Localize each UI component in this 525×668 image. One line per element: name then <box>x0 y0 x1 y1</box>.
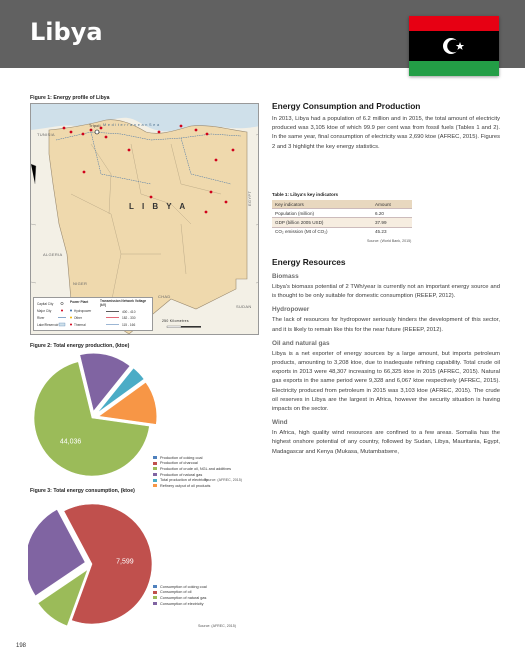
legend-swatch <box>153 456 157 459</box>
consumption-pie-chart <box>28 498 158 628</box>
table-cell: 45.23 <box>372 227 412 236</box>
legend-major-city: Major City <box>37 309 52 313</box>
legend-kv2: 182 - 330 <box>122 316 136 320</box>
energy-consumption-paragraph: In 2013, Libya had a population of 6.2 million and in 2015, the total amount of electricity produced was 3,105 ktoe of which 99.9 per cent was from fossil fuels (Tables 1 and 2). In the same year, final consumption of electricity was 2,690 ktoe (AFREC, 2015). Figures 2 and 3 highlight the key energy statistics. <box>272 116 500 150</box>
legend-lake: Lake/Reservoir <box>37 323 59 327</box>
map-legend <box>33 297 153 331</box>
figure2-source: Source: (AFREC, 2015) <box>204 478 242 482</box>
oil-gas-heading: Oil and natural gas <box>272 339 330 347</box>
flag-green-stripe <box>409 61 499 76</box>
legend-label: Production of coking coal <box>160 455 203 460</box>
flag-black-stripe <box>409 31 499 61</box>
energy-resources-section <box>272 257 500 457</box>
energy-profile-map <box>30 103 259 335</box>
table-header-cell: Amount <box>372 200 412 209</box>
legend-label: Total production of electricity <box>160 478 208 483</box>
table-header-row <box>272 200 412 209</box>
energy-consumption-section <box>272 101 500 152</box>
legend-swatch <box>153 462 157 465</box>
map-label-chad: CHAD <box>158 294 171 299</box>
legend-symbols <box>34 298 154 332</box>
legend-label: Consumption of oil <box>160 590 192 595</box>
legend-swatch <box>153 591 157 594</box>
legend-swatch <box>153 467 157 470</box>
legend-label: Production of crude oil, NGL and additives <box>160 466 231 471</box>
table1-source: Source: (World Bank, 2015) <box>367 239 412 243</box>
map-scale: 250 Kilometres <box>162 319 189 323</box>
legend-capital: Capital City <box>37 302 54 306</box>
legend-item <box>153 595 207 601</box>
hydropower-heading: Hydropower <box>272 306 310 314</box>
flag-red-stripe <box>409 16 499 31</box>
crescent-and-star-icon <box>409 31 499 61</box>
table-cell: Population (million) <box>272 209 372 218</box>
legend-hydropower: Hydropower <box>74 309 92 313</box>
oil-gas-paragraph: Libya is a net exporter of energy sources by a large amount, but imports petroleum products, amounting to 3,208 ktoe, due to inadequate refining capability. Total crude oil exports in 2013 were 48,307 increasing to 66,325 ktoe in 2015 (AFREC, 2015). Natural gas exports in the same period were 9,328 and 6,067 ktoe respectively (AFREC, 2015). Electricity produced from petroleum in 2015 was 3,103 ktoe (AFREC, 2015). The crude oil reserves in Libya are the largest in Africa, however the security situation is having impacts on the sector. <box>272 350 500 413</box>
figure2-caption: Figure 2: Total energy production, (ktoe) <box>30 343 130 349</box>
map-label-tunisia: TUNISIA <box>37 132 55 137</box>
figure3-source: Source: (AFREC, 2015) <box>198 624 236 628</box>
legend-swatch <box>153 596 157 599</box>
legend-swatch <box>153 484 157 487</box>
biomass-heading: Biomass <box>272 273 299 280</box>
legend-kv3: 115 - 166 <box>122 323 136 327</box>
energy-consumption-heading: Energy Consumption and Production <box>272 101 421 111</box>
legend-river: River <box>37 316 45 320</box>
legend-swatch <box>153 585 157 588</box>
wind-heading: Wind <box>272 419 288 427</box>
table-header-cell: Key indicators <box>272 200 372 209</box>
legend-label: Consumption of coking coal <box>160 584 207 589</box>
legend-swatch <box>153 602 157 605</box>
map-label-egypt: EGYPT <box>247 190 252 206</box>
legend-label: Refinery output of oil products <box>160 483 211 488</box>
figure1-caption: Figure 1: Energy profile of Libya <box>30 95 110 101</box>
legend-kv1: 400 - 410 <box>122 310 136 314</box>
legend-label: Consumption of electricity <box>160 601 204 606</box>
legend-item <box>153 466 231 472</box>
map-label-libya: L I B Y A <box>129 202 189 211</box>
legend-power-plant-title: Power Plant <box>70 300 89 304</box>
country-title: Libya <box>30 18 103 46</box>
legend-label: Production of natural gas <box>160 472 203 477</box>
legend-label: Production of charcoal <box>160 461 198 466</box>
legend-item <box>153 584 207 590</box>
legend-swatch <box>153 473 157 476</box>
energy-resources-heading: Energy Resources <box>272 257 346 267</box>
production-pie-chart <box>30 352 158 480</box>
libya-flag <box>409 16 499 76</box>
table-cell: 6.20 <box>372 209 412 218</box>
production-main-value: 44,036 <box>59 438 82 446</box>
page-number: 198 <box>16 643 27 649</box>
table-row <box>272 227 412 236</box>
map-label-algeria: ALGERIA <box>43 252 63 257</box>
figure3-caption: Figure 3: Total energy consumption, (ktoe) <box>30 488 135 494</box>
hydropower-paragraph: The lack of resources for hydropower seriously hinders the development of this sector, and it is likely to remain like this for the near future (REEEP, 2012). <box>272 317 500 333</box>
map-label-niger: NIGER <box>73 281 88 286</box>
table-cell: 37.99 <box>372 218 412 227</box>
map-label-capital: Tripoli <box>89 124 101 128</box>
legend-thermal: Thermal <box>74 323 86 327</box>
consumption-main-value: 7,599 <box>116 558 134 566</box>
legend-other: Other <box>74 316 82 320</box>
table-cell: CO₂ emission (Mt of CO₂) <box>272 227 372 236</box>
table1-caption: Table 1: Libya's key indicators <box>272 192 339 197</box>
production-legend <box>153 455 231 489</box>
legend-item <box>153 601 207 607</box>
table-cell: GDP (billion 2005 USD) <box>272 218 372 227</box>
legend-swatch <box>153 479 157 482</box>
legend-item <box>153 483 231 489</box>
consumption-legend <box>153 584 207 606</box>
map-label-sudan: SUDAN <box>236 304 252 309</box>
wind-paragraph: In Africa, high quality wind resources are confined to a few areas. Somalia has the highest onshore potential of any country, followed by Sudan, Libya, Mauritania, Egypt, Madagascar and Kenya (Mukasa, Mutambatsere, <box>272 430 500 455</box>
table-row <box>272 218 412 227</box>
key-indicators-table <box>272 200 412 236</box>
legend-transmission-title: Transmission Network Voltage (kV) <box>100 299 147 307</box>
map-label-sea: M e d i t e r r a n e a n S e a <box>103 123 160 127</box>
table-row <box>272 209 412 218</box>
biomass-paragraph: Libya's biomass potential of 2 TWh/year is currently not an important energy source and is thought to be only suitable for domestic consumption (REEEP, 2012). <box>272 284 500 300</box>
legend-label: Consumption of natural gas <box>160 595 207 600</box>
